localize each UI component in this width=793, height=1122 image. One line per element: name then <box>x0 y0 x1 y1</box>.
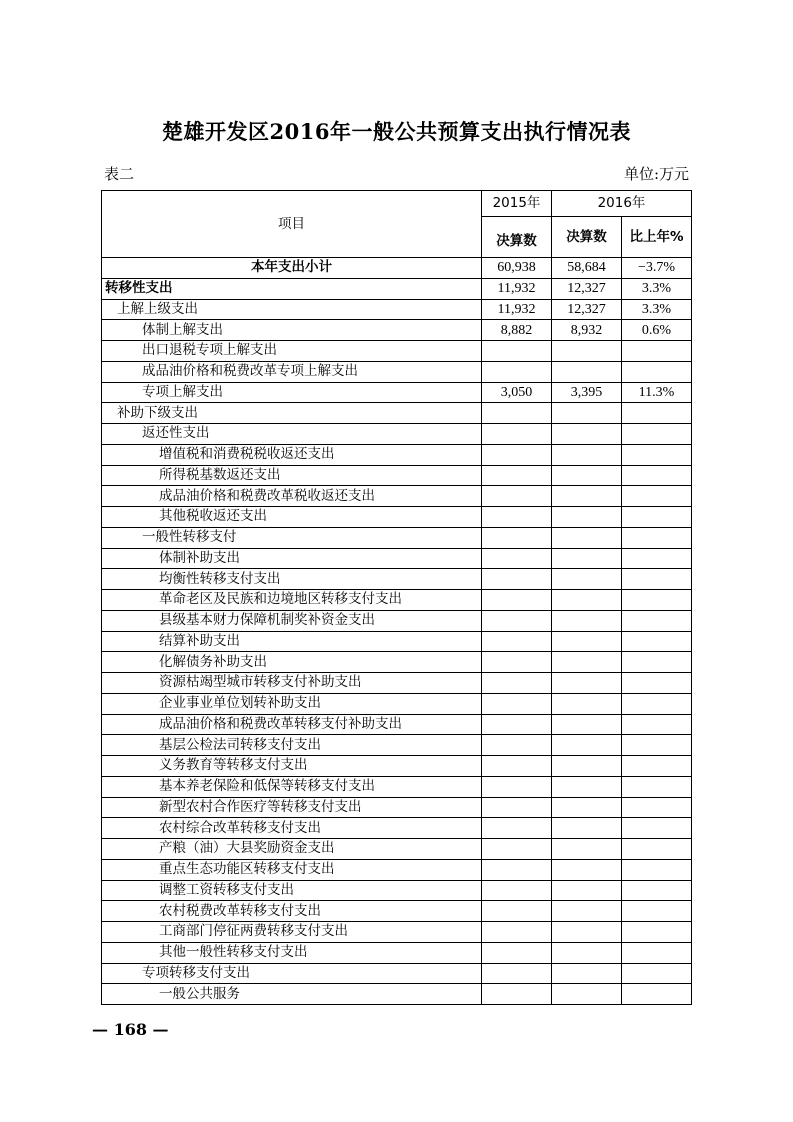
header-final-2015: 决算数 <box>482 217 552 258</box>
table-row <box>102 880 692 901</box>
row-value-2015 <box>482 880 552 901</box>
row-value-2015 <box>482 963 552 984</box>
row-value-2016 <box>552 610 622 631</box>
row-name: 新型农村合作医疗等转移支付支出 <box>102 797 482 818</box>
row-value-2016 <box>552 486 622 507</box>
row-name: 专项上解支出 <box>102 382 482 403</box>
table-row <box>102 486 692 507</box>
row-pct-change <box>622 756 692 777</box>
row-name: 体制上解支出 <box>102 320 482 341</box>
row-pct-change <box>622 942 692 963</box>
row-value-2015 <box>482 735 552 756</box>
row-pct-change <box>622 403 692 424</box>
row-value-2015 <box>482 922 552 943</box>
table-row <box>102 859 692 880</box>
row-value-2015 <box>482 486 552 507</box>
table-row <box>102 714 692 735</box>
row-value-2015: 3,050 <box>482 382 552 403</box>
table-row <box>102 756 692 777</box>
row-pct-change <box>622 610 692 631</box>
row-name: 一般公共服务 <box>102 984 482 1005</box>
row-value-2016 <box>552 714 622 735</box>
table-row <box>102 673 692 694</box>
row-name: 补助下级支出 <box>102 403 482 424</box>
table-row <box>102 610 692 631</box>
row-value-2015 <box>482 507 552 528</box>
row-value-2015 <box>482 756 552 777</box>
row-pct-change <box>622 548 692 569</box>
row-pct-change <box>622 486 692 507</box>
row-value-2016 <box>552 984 622 1005</box>
row-value-2016 <box>552 424 622 445</box>
row-value-2016 <box>552 361 622 382</box>
row-pct-change <box>622 444 692 465</box>
row-value-2015: 8,882 <box>482 320 552 341</box>
table-row <box>102 735 692 756</box>
row-pct-change <box>622 652 692 673</box>
row-name: 专项转移支付支出 <box>102 963 482 984</box>
row-value-2015 <box>482 341 552 362</box>
row-value-2016 <box>552 673 622 694</box>
row-value-2016 <box>552 590 622 611</box>
row-value-2015 <box>482 590 552 611</box>
row-value-2015 <box>482 652 552 673</box>
row-pct-change <box>622 714 692 735</box>
row-value-2015 <box>482 942 552 963</box>
table-row <box>102 341 692 362</box>
row-value-2016 <box>552 548 622 569</box>
row-value-2015 <box>482 797 552 818</box>
row-pct-change <box>622 527 692 548</box>
row-name: 县级基本财力保障机制奖补资金支出 <box>102 610 482 631</box>
table-body <box>102 258 692 1005</box>
row-value-2016: 3,395 <box>552 382 622 403</box>
table-row <box>102 569 692 590</box>
table-row <box>102 382 692 403</box>
row-value-2015 <box>482 361 552 382</box>
row-pct-change: 3.3% <box>622 299 692 320</box>
row-value-2016 <box>552 756 622 777</box>
row-pct-change: 11.3% <box>622 382 692 403</box>
row-name: 农村税费改革转移支付支出 <box>102 901 482 922</box>
row-name: 工商部门停征两费转移支付支出 <box>102 922 482 943</box>
row-pct-change <box>622 984 692 1005</box>
row-value-2016 <box>552 507 622 528</box>
table-row <box>102 590 692 611</box>
row-name: 增值税和消费税税收返还支出 <box>102 444 482 465</box>
row-name: 资源枯竭型城市转移支付补助支出 <box>102 673 482 694</box>
document-title: 楚雄开发区2016年一般公共预算支出执行情况表 <box>162 119 631 144</box>
row-value-2016: 58,684 <box>552 258 622 279</box>
row-pct-change <box>622 839 692 860</box>
table-row <box>102 403 692 424</box>
page-number: — 168 — <box>92 1020 169 1039</box>
row-value-2016 <box>552 880 622 901</box>
row-pct-change <box>622 693 692 714</box>
row-value-2015 <box>482 403 552 424</box>
row-value-2015 <box>482 714 552 735</box>
row-value-2016 <box>552 444 622 465</box>
row-value-2015 <box>482 465 552 486</box>
row-value-2015: 60,938 <box>482 258 552 279</box>
row-pct-change <box>622 590 692 611</box>
row-name: 其他税收返还支出 <box>102 507 482 528</box>
row-value-2016 <box>552 818 622 839</box>
row-name: 返还性支出 <box>102 424 482 445</box>
table-row <box>102 693 692 714</box>
row-pct-change <box>622 963 692 984</box>
table-row <box>102 278 692 299</box>
row-name: 成品油价格和税费改革转移支付补助支出 <box>102 714 482 735</box>
row-name: 上解上级支出 <box>102 299 482 320</box>
row-pct-change <box>622 424 692 445</box>
row-pct-change: 0.6% <box>622 320 692 341</box>
table-row <box>102 424 692 445</box>
table-row <box>102 258 692 279</box>
row-name: 农村综合改革转移支付支出 <box>102 818 482 839</box>
row-value-2016 <box>552 465 622 486</box>
table-row <box>102 299 692 320</box>
row-value-2016 <box>552 963 622 984</box>
unit-label: 单位:万元 <box>623 165 689 183</box>
budget-table <box>101 190 692 1005</box>
row-name: 化解债务补助支出 <box>102 652 482 673</box>
table-row <box>102 963 692 984</box>
row-pct-change <box>622 507 692 528</box>
row-name: 其他一般性转移支付支出 <box>102 942 482 963</box>
table-row <box>102 548 692 569</box>
row-value-2015: 11,932 <box>482 278 552 299</box>
table-row <box>102 507 692 528</box>
row-value-2015: 11,932 <box>482 299 552 320</box>
row-value-2016: 12,327 <box>552 299 622 320</box>
row-name: 所得税基数返还支出 <box>102 465 482 486</box>
row-name: 均衡性转移支付支出 <box>102 569 482 590</box>
row-name: 产粮（油）大县奖励资金支出 <box>102 839 482 860</box>
row-value-2015 <box>482 548 552 569</box>
row-value-2015 <box>482 527 552 548</box>
header-item: 项目 <box>102 191 482 258</box>
table-row <box>102 631 692 652</box>
row-pct-change <box>622 673 692 694</box>
row-value-2016 <box>552 403 622 424</box>
row-value-2016: 12,327 <box>552 278 622 299</box>
row-name: 出口退税专项上解支出 <box>102 341 482 362</box>
row-value-2016: 8,932 <box>552 320 622 341</box>
row-name: 革命老区及民族和边境地区转移支付支出 <box>102 590 482 611</box>
row-pct-change <box>622 880 692 901</box>
row-name: 义务教育等转移支付支出 <box>102 756 482 777</box>
row-value-2016 <box>552 859 622 880</box>
row-pct-change <box>622 818 692 839</box>
row-name: 一般性转移支付 <box>102 527 482 548</box>
table-row <box>102 527 692 548</box>
header-vs-last-year: 比上年% <box>622 217 692 258</box>
table-row <box>102 465 692 486</box>
row-value-2016 <box>552 735 622 756</box>
table-row <box>102 797 692 818</box>
row-value-2015 <box>482 631 552 652</box>
row-pct-change <box>622 569 692 590</box>
row-name: 转移性支出 <box>102 278 482 299</box>
header-final-2016: 决算数 <box>552 217 622 258</box>
row-pct-change <box>622 901 692 922</box>
header-year-2016: 2016年 <box>552 191 692 217</box>
row-value-2016 <box>552 797 622 818</box>
row-name: 调整工资转移支付支出 <box>102 880 482 901</box>
row-name: 体制补助支出 <box>102 548 482 569</box>
table-row <box>102 776 692 797</box>
row-value-2016 <box>552 839 622 860</box>
table-row <box>102 942 692 963</box>
row-value-2016 <box>552 569 622 590</box>
row-pct-change <box>622 922 692 943</box>
row-pct-change <box>622 797 692 818</box>
row-value-2015 <box>482 901 552 922</box>
row-value-2015 <box>482 673 552 694</box>
table-row <box>102 839 692 860</box>
row-value-2016 <box>552 631 622 652</box>
table-row <box>102 361 692 382</box>
row-name: 基层公检法司转移支付支出 <box>102 735 482 756</box>
row-name: 企业事业单位划转补助支出 <box>102 693 482 714</box>
row-pct-change <box>622 361 692 382</box>
table-row <box>102 901 692 922</box>
row-name: 结算补助支出 <box>102 631 482 652</box>
row-name: 基本养老保险和低保等转移支付支出 <box>102 776 482 797</box>
row-value-2015 <box>482 693 552 714</box>
row-pct-change <box>622 735 692 756</box>
row-value-2015 <box>482 444 552 465</box>
row-value-2016 <box>552 652 622 673</box>
table-row <box>102 652 692 673</box>
row-value-2015 <box>482 859 552 880</box>
row-value-2016 <box>552 922 622 943</box>
row-value-2015 <box>482 424 552 445</box>
row-name: 本年支出小计 <box>102 258 482 279</box>
header-year-2015: 2015年 <box>482 191 552 217</box>
row-pct-change: 3.3% <box>622 278 692 299</box>
row-value-2015 <box>482 839 552 860</box>
row-value-2016 <box>552 942 622 963</box>
row-name: 成品油价格和税费改革专项上解支出 <box>102 361 482 382</box>
row-pct-change <box>622 465 692 486</box>
row-pct-change <box>622 859 692 880</box>
table-row <box>102 444 692 465</box>
row-name: 成品油价格和税费改革税收返还支出 <box>102 486 482 507</box>
row-pct-change: −3.7% <box>622 258 692 279</box>
table-row <box>102 320 692 341</box>
row-value-2016 <box>552 341 622 362</box>
row-pct-change <box>622 776 692 797</box>
row-value-2015 <box>482 610 552 631</box>
row-value-2015 <box>482 984 552 1005</box>
row-pct-change <box>622 631 692 652</box>
row-pct-change <box>622 341 692 362</box>
table-row <box>102 818 692 839</box>
row-value-2015 <box>482 569 552 590</box>
row-value-2016 <box>552 776 622 797</box>
table-label: 表二 <box>104 165 135 183</box>
row-value-2016 <box>552 693 622 714</box>
table-row <box>102 922 692 943</box>
row-value-2015 <box>482 776 552 797</box>
row-value-2016 <box>552 901 622 922</box>
row-value-2015 <box>482 818 552 839</box>
row-name: 重点生态功能区转移支付支出 <box>102 859 482 880</box>
row-value-2016 <box>552 527 622 548</box>
table-row <box>102 984 692 1005</box>
